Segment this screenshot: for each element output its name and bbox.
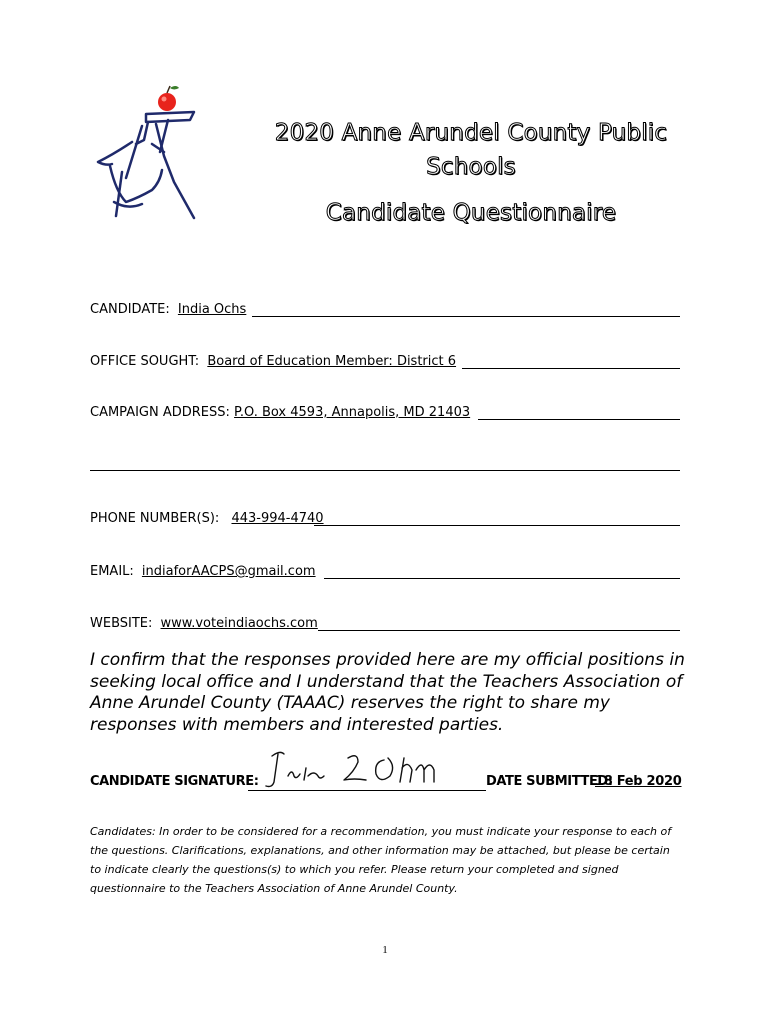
- address-field: [90, 403, 680, 423]
- email-field: [90, 562, 680, 582]
- office-field: [90, 352, 680, 372]
- document-subtitle: Candidate Questionnaire: [325, 200, 617, 226]
- phone-value: 443-994-4740: [231, 511, 324, 526]
- office-value: Board of Education Member: District 6: [207, 354, 457, 369]
- page-number: 1: [382, 944, 388, 956]
- confirmation-statement: I confirm that the responses provided here are my official positions in seeking local office and I understand that the Teachers Association of Anne Arundel County (TAAAC) reserves the right to share my responses with members and interested parties.: [90, 650, 685, 735]
- document-title: [230, 116, 712, 184]
- handwritten-signature: [258, 746, 478, 792]
- candidate-instructions: Candidates: In order to be considered for a recommendation, you must indicate your response to each of the questions. Clarifications, explanations, and other information may be attached, but please be certain to indicate clearly the questions(s) to which you refer. Please return your completed and signed questionnaire to the Teachers Association of Anne Arundel County.: [90, 825, 672, 895]
- phone-field: [90, 509, 680, 529]
- email-value: indiaforAACPS@gmail.com: [141, 564, 316, 579]
- website-label: WEBSITE:: [90, 616, 153, 631]
- signature-label: CANDIDATE SIGNATURE:: [90, 774, 259, 789]
- candidate-field: [90, 300, 680, 320]
- email-label: EMAIL:: [90, 564, 134, 579]
- office-label: OFFICE SOUGHT:: [90, 354, 200, 369]
- address-value: P.O. Box 4593, Annapolis, MD 21403: [234, 405, 471, 420]
- address-continuation-line: [90, 470, 680, 471]
- title-line-2: Schools: [426, 154, 516, 180]
- date-submitted-value: 18 Feb 2020: [595, 774, 682, 789]
- website-field: [90, 614, 680, 634]
- address-label: CAMPAIGN ADDRESS:: [90, 405, 230, 420]
- aacps-desk-apple-logo: [86, 82, 208, 222]
- phone-label: PHONE NUMBER(S):: [90, 511, 220, 526]
- candidate-value: India Ochs: [177, 302, 247, 317]
- candidate-label: CANDIDATE:: [90, 302, 170, 317]
- signature-row: [90, 768, 690, 798]
- website-value: www.voteindiaochs.com: [160, 616, 318, 631]
- date-submitted-label: DATE SUBMITTED:: [486, 774, 613, 789]
- title-line-1: 2020 Anne Arundel County Public: [274, 120, 668, 146]
